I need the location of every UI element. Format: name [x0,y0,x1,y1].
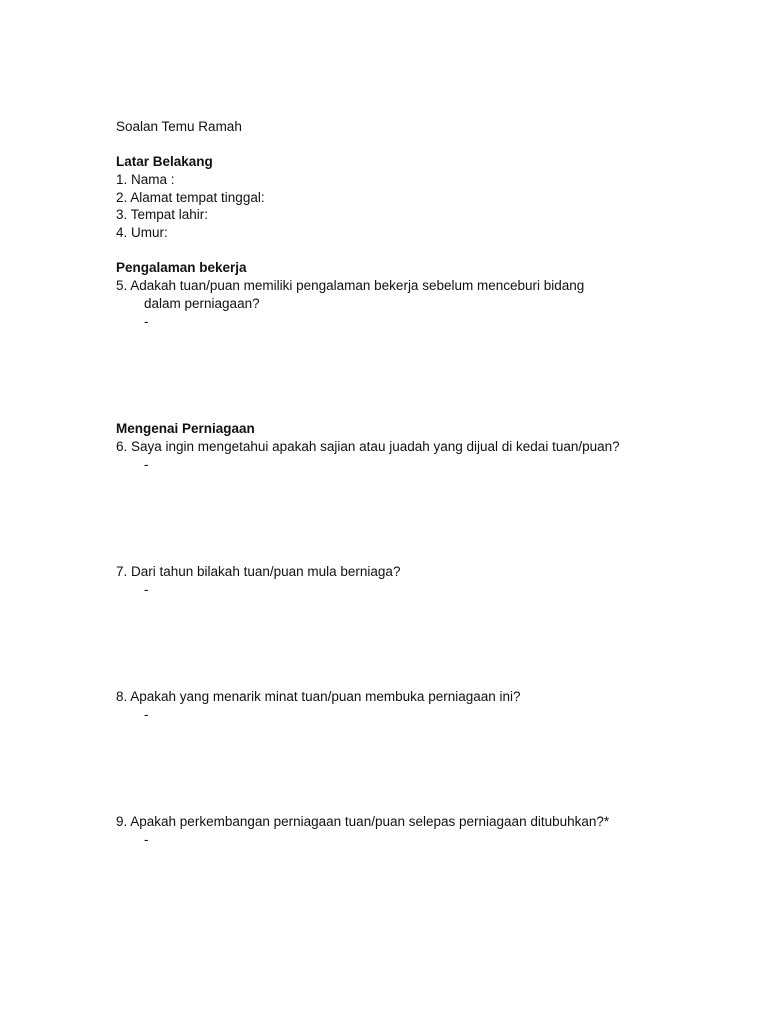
document-title: Soalan Temu Ramah [116,119,242,134]
question-6: 6. Saya ingin mengetahui apakah sajian atau juadah yang dijual di kedai tuan/puan? [116,439,620,454]
answer-9: - [144,832,149,847]
question-8: 8. Apakah yang menarik minat tuan/puan membuka perniagaan ini? [116,689,521,704]
section-heading-background: Latar Belakang [116,154,213,169]
section-heading-experience: Pengalaman bekerja [116,260,247,275]
question-birthplace: 3. Tempat lahir: [116,207,209,222]
answer-8: - [144,707,149,722]
answer-5: - [144,314,149,329]
section-heading-business: Mengenai Perniagaan [116,421,255,436]
question-age: 4. Umur: [116,225,168,240]
answer-6: - [144,457,149,472]
question-name: 1. Nama : [116,172,175,187]
question-7: 7. Dari tahun bilakah tuan/puan mula berniaga? [116,564,401,579]
answer-7: - [144,582,149,597]
question-5-line-2: dalam perniagaan? [144,296,260,311]
question-9: 9. Apakah perkembangan perniagaan tuan/puan selepas perniagaan ditubuhkan?* [116,814,610,829]
question-5-line-1: 5. Adakah tuan/puan memiliki pengalaman bekerja sebelum menceburi bidang [116,278,585,293]
question-address: 2. Alamat tempat tinggal: [116,190,265,205]
